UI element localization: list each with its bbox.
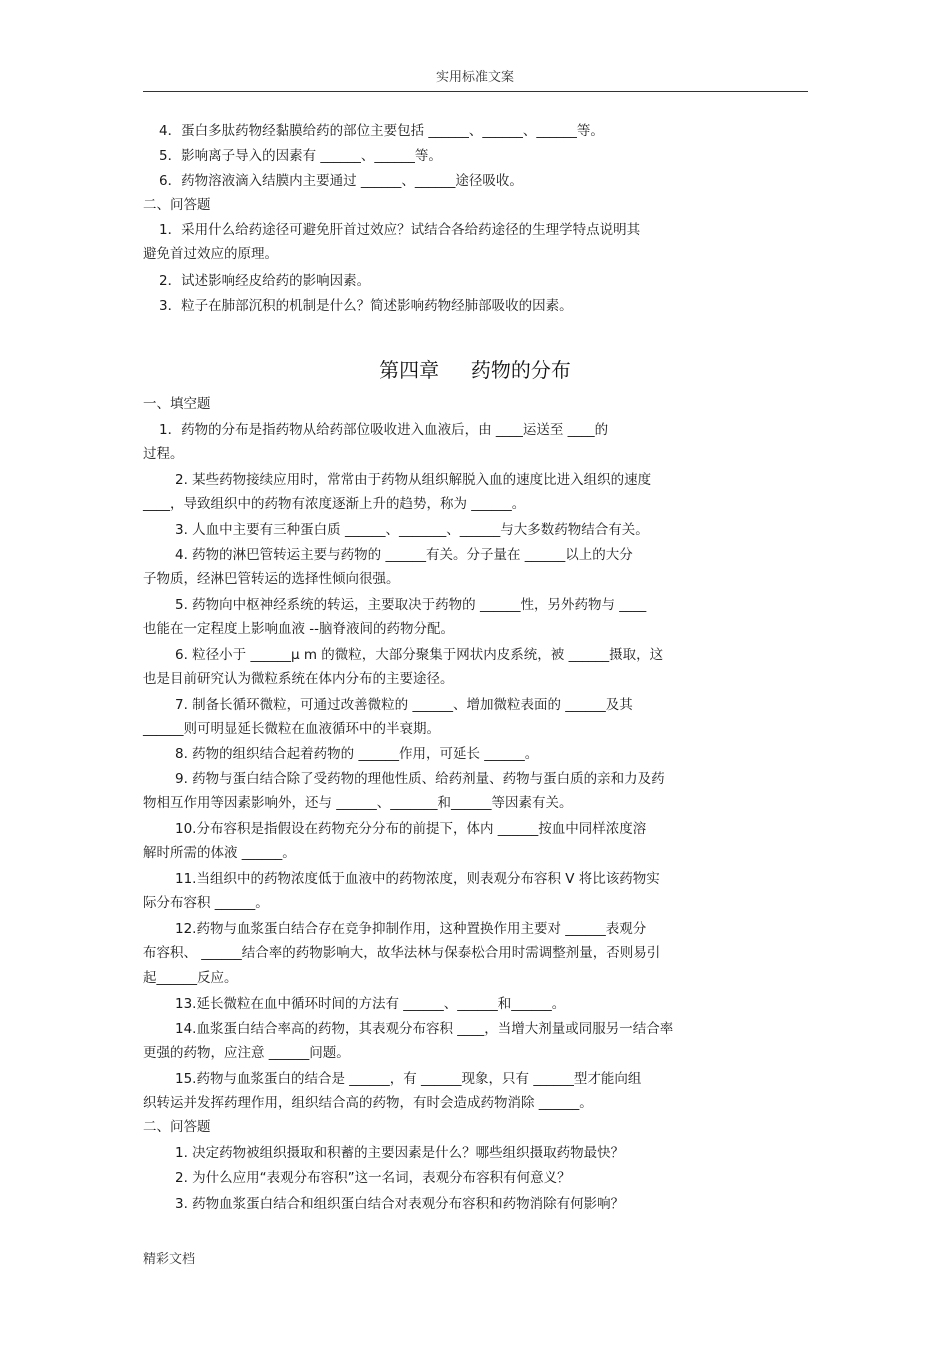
text-line: 解时所需的体液 ______。 <box>143 845 296 861</box>
header-rule <box>143 91 808 92</box>
text-line: 14.血浆蛋白结合率高的药物，其表观分布容积 ____，当增大剂量或同服另一结合率 <box>175 1021 674 1037</box>
text-line: 二、问答题 <box>143 197 211 213</box>
text-line: 1. 决定药物被组织摄取和积蓄的主要因素是什么？哪些组织摄取药物最快？ <box>175 1145 625 1161</box>
text-line: 6．药物溶液滴入结膜内主要通过 ______、______途径吸收。 <box>159 173 523 189</box>
text-line: 9. 药物与蛋白结合除了受药物的理他性质、给药剂量、药物与蛋白质的亲和力及药 <box>175 771 665 787</box>
text-line: 也是目前研究认为微粒系统在体内分布的主要途径。 <box>143 671 454 687</box>
text-line: ____，导致组织中的药物有浓度逐渐上升的趋势，称为 ______。 <box>143 496 526 512</box>
text-line: 3．粒子在肺部沉积的机制是什么？简述影响药物经肺部吸收的因素。 <box>159 298 573 314</box>
page-footer: 精彩文档 <box>143 1252 196 1267</box>
text-line: 物相互作用等因素影响外，还与 ______、_______和______等因素有关。 <box>143 795 573 811</box>
text-line: 3. 药物血浆蛋白结合和组织蛋白结合对表观分布容积和药物消除有何影响？ <box>175 1196 625 1212</box>
text-line: 8. 药物的组织结合起着药物的 ______作用，可延长 ______。 <box>175 746 539 762</box>
text-line: 13.延长微粒在血中循环时间的方法有 ______、______和______。 <box>175 996 566 1012</box>
text-line: 4. 药物的淋巴管转运主要与药物的 ______有关。分子量在 ______以上的大分 <box>175 547 633 563</box>
text-line: 4．蛋白多肽药物经黏膜给药的部位主要包括 ______、______、______等。 <box>159 123 604 139</box>
text-line: 也能在一定程度上影响血液 --脑脊液间的药物分配。 <box>143 621 455 637</box>
text-line: 织转运并发挥药理作用，组织结合高的药物，有时会造成药物消除 ______。 <box>143 1095 593 1111</box>
text-line: 一、填空题 <box>143 396 211 412</box>
page-header: 实用标准文案 <box>435 70 514 85</box>
text-line: 5．影响离子导入的因素有 ______、______等。 <box>159 148 442 164</box>
text-line: 15.药物与血浆蛋白的结合是 ______，有 ______现象，只有 ______型才能向组 <box>175 1071 642 1087</box>
text-line: 11.当组织中的药物浓度低于血液中的药物浓度，则表观分布容积 V 将比该药物实 <box>175 871 660 887</box>
text-line: 更强的药物，应注意 ______问题。 <box>143 1045 350 1061</box>
text-line: ______则可明显延长微粒在血液循环中的半衰期。 <box>143 721 440 737</box>
text-line: 际分布容积 ______。 <box>143 895 269 911</box>
text-line: 二、问答题 <box>143 1119 211 1135</box>
text-line: 布容积、 ______结合率的药物影响大，故华法林与保泰松合用时需调整剂量，否则易引 <box>143 945 661 961</box>
text-line: 7. 制备长循环微粒，可通过改善微粒的 ______、增加微粒表面的 ______及其 <box>175 697 633 713</box>
text-line: 1．采用什么给药途径可避免肝首过效应？试结合各给药途径的生理学特点说明其 <box>159 222 641 238</box>
text-line: 2. 为什么应用“表观分布容积”这一名词，表观分布容积有何意义？ <box>175 1170 571 1186</box>
text-line: 1．药物的分布是指药物从给药部位吸收进入血液后，由 ____运送至 ____的 <box>159 422 609 438</box>
text-line: 2．试述影响经皮给药的影响因素。 <box>159 273 371 289</box>
text-line: 10.分布容积是指假设在药物充分分布的前提下，体内 ______按血中同样浓度溶 <box>175 821 647 837</box>
text-line: 5. 药物向中枢神经系统的转运，主要取决于药物的 ______性，另外药物与 ____ <box>175 597 647 613</box>
text-line: 子物质，经淋巴管转运的选择性倾向很强。 <box>143 571 400 587</box>
text-line: 6. 粒径小于 ______μ m 的微粒，大部分聚集于网状内皮系统，被 ______摄取，这 <box>175 647 664 663</box>
text-line: 12.药物与血浆蛋白结合存在竞争抑制作用，这种置换作用主要对 ______表观分 <box>175 921 647 937</box>
text-line: 避免首过效应的原理。 <box>143 246 278 262</box>
text-line: 3. 人血中主要有三种蛋白质 ______、_______、______与大多数药物结合有关。 <box>175 522 649 538</box>
text-line: 2. 某些药物接续应用时，常常由于药物从组织解脱入血的速度比进入组织的速度 <box>175 472 652 488</box>
text-line: 起______反应。 <box>143 970 238 986</box>
chapter-title: 第四章 药物的分布 <box>379 358 571 382</box>
text-line: 过程。 <box>143 446 184 462</box>
